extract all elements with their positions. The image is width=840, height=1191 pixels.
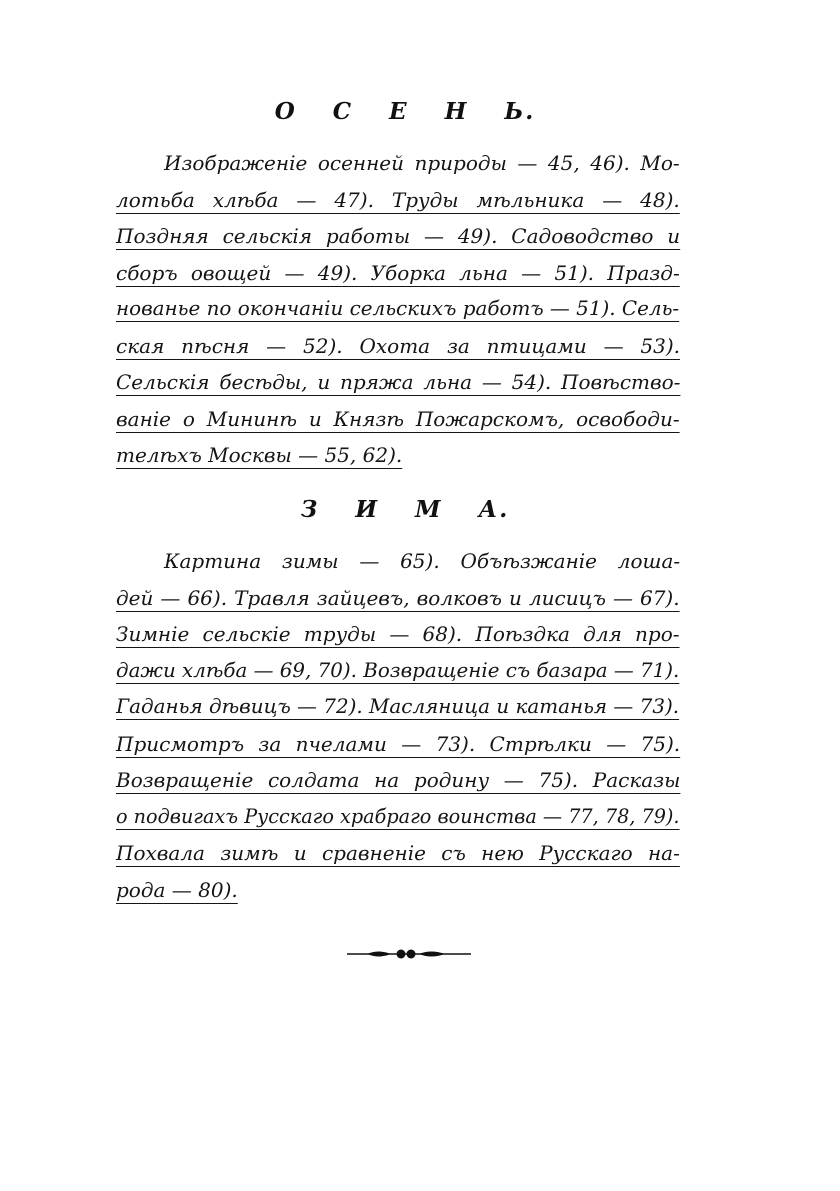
text-line: Изображеніе осенней природы — 45, 46). Мо- bbox=[164, 151, 680, 175]
text-line: дей — 66). Травля зайцевъ, волковъ и лисицъ — 67). bbox=[116, 585, 680, 610]
section-heading-autumn: О С Е Н Ь. bbox=[274, 98, 536, 125]
text-line: дажи хлѣба — 69, 70). Возвращеніе съ базара — 71). bbox=[116, 658, 680, 682]
text-line: лотьба хлѣба — 47). Труды мѣльника — 48). bbox=[116, 187, 680, 212]
text-line: ская пѣсня — 52). Охота за птицами — 53). bbox=[116, 333, 681, 358]
section-text-winter bbox=[116, 544, 680, 909]
text-line: рода — 80). bbox=[116, 877, 238, 902]
divider-ornament-icon bbox=[345, 944, 473, 964]
text-line: Поздняя сельскія работы — 49). Садоводство и bbox=[116, 224, 681, 248]
text-line: Возвращеніе солдата на родину — 75). Расказы bbox=[116, 768, 681, 792]
text-line: Гаданья дѣвицъ — 72). Масляница и катанья — 73). bbox=[116, 695, 680, 718]
text-line: нованье по окончаніи сельскихъ работъ — 51). Сель- bbox=[116, 297, 680, 320]
text-line: о подвигахъ Русскаго храбраго воинства — 77, 78, 79). bbox=[116, 804, 680, 828]
section-text-autumn bbox=[116, 146, 680, 475]
text-line: Сельскія бесѣды, и пряжа льна — 54). Повѣство- bbox=[116, 370, 681, 394]
text-line: Картина зимы — 65). Объѣзжаніе лоша- bbox=[164, 549, 681, 573]
text-line: сборъ овощей — 49). Уборка льна — 51). Празд- bbox=[116, 260, 680, 285]
text-line: Похвала зимѣ и сравненіе съ нею Русскаго на- bbox=[116, 841, 680, 865]
text-line: Зимніе сельскіе труды — 68). Поѣздка для про- bbox=[116, 622, 680, 646]
text-line: ваніе о Мининѣ и Князѣ Пожарскомъ, освободи- bbox=[116, 406, 680, 431]
section-heading-winter: З И М А. bbox=[300, 496, 510, 523]
text-line: Присмотръ за пчелами — 73). Стрѣлки — 75). bbox=[116, 731, 681, 756]
text-line: телѣхъ Москвы — 55, 62). bbox=[116, 443, 403, 467]
